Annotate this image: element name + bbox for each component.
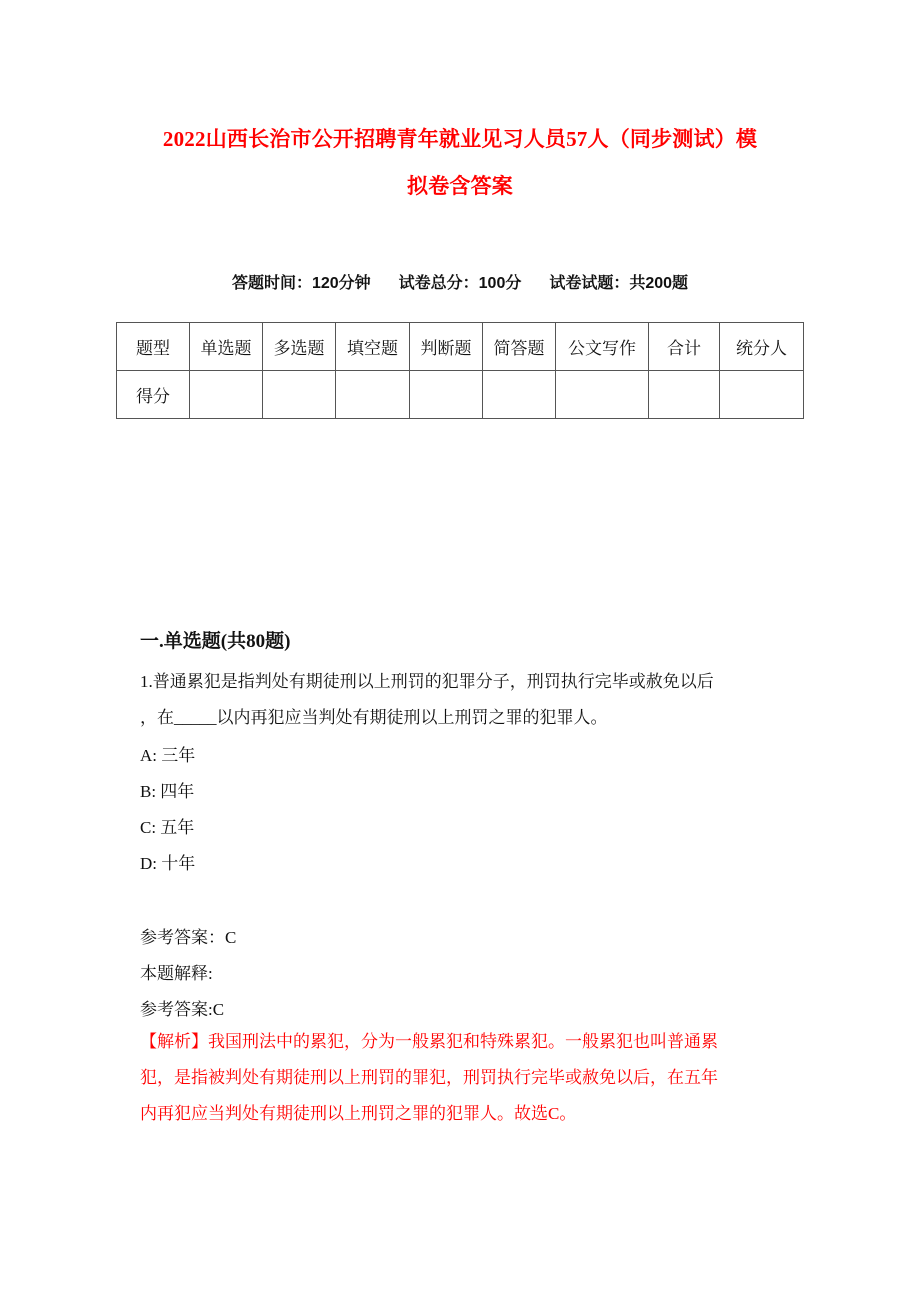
score-cell [649, 371, 720, 419]
header-cell-fill-blank: 填空题 [336, 323, 410, 371]
document-title-line1: 2022山西长治市公开招聘青年就业见习人员57人（同步测试）模 [162, 127, 758, 151]
analysis-text [140, 1024, 790, 1132]
score-cell [483, 371, 556, 419]
score-cell [190, 371, 263, 419]
option-a: A: 三年 [140, 746, 196, 765]
reference-answer-2: 参考答案:C [140, 1000, 225, 1019]
exam-question-count: 试卷试题：共200题 [549, 275, 689, 292]
header-cell-true-false: 判断题 [410, 323, 483, 371]
option-c: C: 五年 [140, 818, 195, 837]
reference-answer: 参考答案：C [140, 928, 237, 947]
header-cell-total: 合计 [649, 323, 720, 371]
exam-total-score: 试卷总分：100分 [398, 275, 522, 292]
header-cell-short-answer: 简答题 [483, 323, 556, 371]
option-d: D: 十年 [140, 854, 196, 873]
question-stem-line1: 1.普通累犯是指判处有期徒刑以上刑罚的犯罪分子，刑罚执行完毕或赦免以后 [140, 672, 714, 691]
score-cell [720, 371, 804, 419]
score-cell [263, 371, 336, 419]
section-title: 一.单选题(共80题) [140, 631, 291, 652]
score-cell [336, 371, 410, 419]
analysis-line2: 犯，是指被判处有期徒刑以上刑罚的罪犯，刑罚执行完毕或赦免以后，在五年 [140, 1068, 718, 1087]
score-cell [410, 371, 483, 419]
score-table-score-row [117, 371, 804, 419]
header-cell-scorer: 统分人 [720, 323, 804, 371]
row-label-score: 得分 [117, 371, 190, 419]
explanation-label: 本题解释: [140, 964, 213, 983]
option-b: B: 四年 [140, 782, 195, 801]
score-cell [556, 371, 649, 419]
header-cell-multi-choice: 多选题 [263, 323, 336, 371]
analysis-line1: 【解析】我国刑法中的累犯，分为一般累犯和特殊累犯。一般累犯也叫普通累 [140, 1032, 718, 1051]
question-stem-line2: ，在_____以内再犯应当判处有期徒刑以上刑罚之罪的犯罪人。 [140, 708, 608, 727]
exam-meta [0, 270, 920, 293]
header-cell-single-choice: 单选题 [190, 323, 263, 371]
score-table-header-row [117, 323, 804, 371]
header-cell-official-writing: 公文写作 [556, 323, 649, 371]
analysis-line3: 内再犯应当判处有期徒刑以上刑罚之罪的犯罪人。故选C。 [140, 1104, 577, 1123]
exam-time: 答题时间：120分钟 [231, 275, 371, 292]
header-cell-type: 题型 [117, 323, 190, 371]
document-title-line2: 拟卷含答案 [407, 174, 513, 198]
question-stem [140, 664, 780, 736]
score-table [116, 322, 804, 419]
